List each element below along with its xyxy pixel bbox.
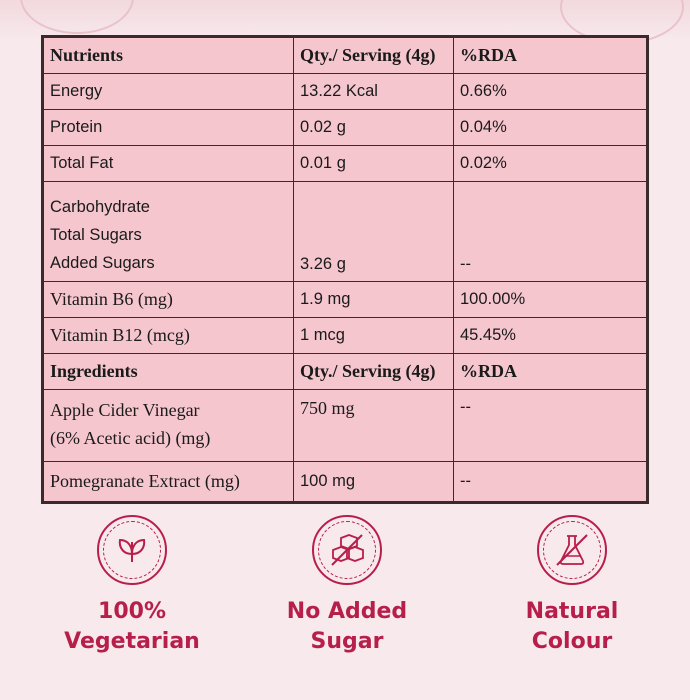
- vegetarian-badge: [97, 515, 167, 585]
- table-row: [44, 110, 647, 146]
- natural-colour-badge: [537, 515, 607, 585]
- ingredient-row: [44, 390, 647, 462]
- feature-icons: [0, 515, 690, 695]
- nutrient-rda: 45.45%: [454, 318, 647, 354]
- nutrient-name: Energy: [44, 74, 294, 110]
- added-sugars-label: Added Sugars: [50, 254, 155, 272]
- nutrient-name: Vitamin B6 (mg): [44, 282, 294, 318]
- ingredients-header-row: [44, 354, 647, 390]
- header-cell: %RDA: [454, 38, 647, 74]
- nutrient-rda: 0.66%: [454, 74, 647, 110]
- nutrient-rda: --: [454, 182, 647, 282]
- sugar-cubes-icon: [327, 530, 367, 570]
- table-row: [44, 74, 647, 110]
- flask-icon: [552, 530, 592, 570]
- nutrition-table: [41, 35, 649, 504]
- nutrient-rda: 100.00%: [454, 282, 647, 318]
- feature-label: [247, 597, 447, 657]
- nutrient-qty: 3.26 g: [294, 182, 454, 282]
- nutrient-name: Total Fat: [44, 146, 294, 182]
- ingredient-qty: 750 mg: [294, 390, 454, 462]
- feature-label-line: Sugar: [310, 629, 384, 654]
- table-row-carbohydrate: [44, 182, 647, 282]
- ingredient-name: Pomegranate Extract (mg): [44, 462, 294, 502]
- feature-label-line: No Added: [286, 599, 408, 624]
- feature-label: [472, 597, 672, 657]
- ingredient-name-line: Apple Cider Vinegar: [50, 400, 200, 420]
- nutrient-qty: 13.22 Kcal: [294, 74, 454, 110]
- table-row: [44, 318, 647, 354]
- ingredient-rda: --: [454, 462, 647, 502]
- nutrient-qty: 1 mcg: [294, 318, 454, 354]
- header-cell: Ingredients: [44, 354, 294, 390]
- feature-label: [32, 597, 232, 657]
- nutrient-rda: 0.04%: [454, 110, 647, 146]
- feature-natural-colour: [472, 515, 672, 657]
- ingredient-name-line: (6% Acetic acid) (mg): [50, 428, 211, 448]
- ingredient-qty: 100 mg: [294, 462, 454, 502]
- feature-label-line: Vegetarian: [64, 629, 200, 654]
- nutrient-rda: 0.02%: [454, 146, 647, 182]
- nutrient-qty: 0.01 g: [294, 146, 454, 182]
- ingredient-name: [44, 390, 294, 462]
- leaf-icon: [114, 532, 150, 568]
- table-header-row: [44, 38, 647, 74]
- table-row: [44, 146, 647, 182]
- header-cell: %RDA: [454, 354, 647, 390]
- no-sugar-badge: [312, 515, 382, 585]
- carbohydrate-cell: [44, 182, 294, 282]
- feature-vegetarian: [32, 515, 232, 657]
- feature-no-added-sugar: [247, 515, 447, 657]
- carbohydrate-label: Carbohydrate: [50, 198, 150, 216]
- nutrient-name: Protein: [44, 110, 294, 146]
- feature-label-line: Colour: [531, 629, 613, 654]
- ingredient-rda: --: [454, 390, 647, 462]
- table-row: [44, 282, 647, 318]
- header-cell: Qty./ Serving (4g): [294, 38, 454, 74]
- feature-label-line: Natural: [525, 599, 619, 624]
- header-cell: Qty./ Serving (4g): [294, 354, 454, 390]
- nutrient-name: Vitamin B12 (mcg): [44, 318, 294, 354]
- nutrient-qty: 1.9 mg: [294, 282, 454, 318]
- total-sugars-label: Total Sugars: [50, 226, 142, 244]
- ingredient-row: [44, 462, 647, 502]
- feature-label-line: 100%: [98, 599, 166, 624]
- nutrient-qty: 0.02 g: [294, 110, 454, 146]
- header-cell: Nutrients: [44, 38, 294, 74]
